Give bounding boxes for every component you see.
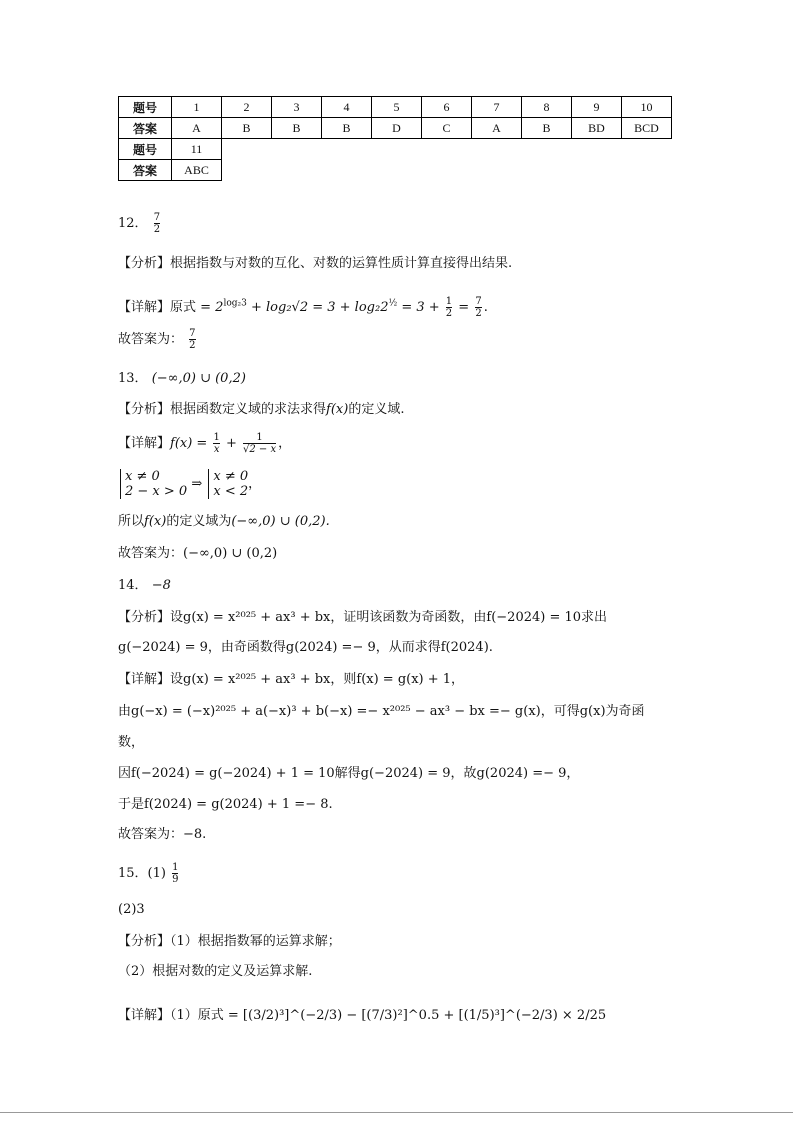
fraction-denominator: 2 <box>189 340 196 351</box>
punctuation: ， <box>248 476 262 492</box>
table-header-cell: 答案 <box>119 160 172 181</box>
q12-analysis: 【分析】根据指数与对数的互化、对数的运算性质计算直接得出结果. <box>118 256 513 271</box>
q15-number: 15．(1) <box>118 866 166 881</box>
fraction-denominator: 2 <box>475 308 482 319</box>
table-cell: 3 <box>272 97 322 118</box>
inequality: x ≠ 0 <box>213 469 249 484</box>
table-cell: D <box>372 118 422 139</box>
table-cell: 9 <box>572 97 622 118</box>
q14-detail-line: 于是f(2024) = g(2024) + 1 =− 8. <box>118 797 333 812</box>
fraction-numerator: 1 <box>445 296 453 307</box>
fraction <box>446 296 452 319</box>
q14-number: 14． <box>118 578 148 593</box>
q13-analysis <box>118 398 404 417</box>
fraction-denominator: √2 − x <box>243 444 277 455</box>
q14-analysis-line: 【分析】设g(x) = x²⁰²⁵ + ax³ + bx，证明该函数为奇函数，由f(−2024) = 10求出 <box>118 610 608 625</box>
table-row <box>119 139 672 160</box>
inequality: 2 − x > 0 <box>125 484 188 499</box>
fraction-numerator: 1 <box>213 432 220 443</box>
table-cell: 10 <box>622 97 672 118</box>
fraction-numerator: 1 <box>256 432 263 443</box>
q12-answer-fraction <box>154 212 160 235</box>
table-cell: C <box>422 118 472 139</box>
q14-detail-line: 数， <box>118 735 145 750</box>
math-text: = 2 <box>200 300 224 315</box>
implies-symbol: ⇒ <box>191 476 203 492</box>
fraction <box>475 296 481 319</box>
table-cell: ABC <box>172 160 222 181</box>
table-cell: 4 <box>322 97 372 118</box>
q12-detail: 【详解】原式 = $2^{log_23} + \log_2√2 = 3 + \log_22^{\frac{1}{2}} = 3$ + $\frac{1}{2}$ = $\frac{7}{2}$ . <box>118 296 488 319</box>
table-row <box>119 118 672 139</box>
table-cell: 7 <box>472 97 522 118</box>
q14-answer-line <box>118 574 171 593</box>
fraction-numerator: 1 <box>172 862 179 873</box>
inequality: x ≠ 0 <box>125 469 160 484</box>
text: 所以 <box>118 514 145 529</box>
q14-detail-line: 因f(−2024) = g(−2024) + 1 = 10解得g(−2024) = 9，故g(2024) =− 9， <box>118 766 580 781</box>
table-header-cell: 题号 <box>119 97 172 118</box>
equation-system <box>208 469 248 499</box>
q13-system <box>118 469 261 499</box>
equation-system <box>120 469 187 499</box>
q13-conclusion <box>118 510 330 529</box>
answer-table <box>118 96 672 181</box>
fraction <box>189 328 195 351</box>
table-cell: BD <box>572 118 622 139</box>
q14-detail-line: 由g(−x) = (−x)²⁰²⁵ + a(−x)³ + b(−x) =− x²⁰²⁵ − ax³ − bx =− g(x)，可得g(x)为奇函 <box>118 704 645 719</box>
analysis-text: 的定义域. <box>348 402 405 417</box>
table-header-cell: 题号 <box>119 139 172 160</box>
math-text: f(x) = <box>170 436 212 451</box>
fraction-denominator: 9 <box>172 874 179 885</box>
q13-final: 故答案为：(−∞,0) ∪ (0,2) <box>118 546 278 561</box>
fraction <box>243 432 276 455</box>
table-cell: A <box>472 118 522 139</box>
math-text: = <box>454 300 474 315</box>
fraction-denominator: x <box>213 444 220 455</box>
q14-detail-line: 【详解】设g(x) = x²⁰²⁵ + ax³ + bx，则f(x) = g(x) + 1， <box>118 672 465 687</box>
q15-analysis-line: 【分析】（1）根据指数幂的运算求解； <box>118 934 341 949</box>
punctuation: ， <box>278 436 292 451</box>
table-cell: 5 <box>372 97 422 118</box>
fraction-numerator: 7 <box>153 212 161 223</box>
table-cell: 6 <box>422 97 472 118</box>
math-text: + log₂√2 = 3 + log₂2 <box>246 300 389 315</box>
math-text: f(x) <box>144 514 167 529</box>
table-row <box>119 97 672 118</box>
fraction-denominator: 2 <box>445 308 453 319</box>
q12-answer-line <box>118 212 162 235</box>
page-bottom-rule <box>0 1112 793 1113</box>
final-label: 故答案为： <box>118 332 184 347</box>
q13-detail: 【详解】f(x) = $\frac{1}{x}$ + $\frac{1}{√2 - x}$ ， <box>118 432 292 455</box>
table-cell: 8 <box>522 97 572 118</box>
q15-detail-line: 【详解】（1）原式 = [(3/2)³]^(−2/3) − [(7/3)²]^0.5 + [(1/5)³]^(−2/3) × 2/25 <box>118 1008 607 1023</box>
table-cell: 11 <box>172 139 222 160</box>
table-cell: B <box>322 118 372 139</box>
math-text: (−∞,0) ∪ (0,2). <box>231 514 330 529</box>
detail-label: 【详解】 <box>118 436 171 451</box>
fraction-numerator: 7 <box>189 328 196 339</box>
table-cell: B <box>522 118 572 139</box>
q13-number: 13． <box>118 371 148 386</box>
q14-answer: −8 <box>151 578 171 593</box>
math-exponent: log₂3 <box>223 298 247 309</box>
q14-final: 故答案为：−8. <box>118 827 207 842</box>
table-cell: A <box>172 118 222 139</box>
table-header-cell: 答案 <box>119 118 172 139</box>
table-row <box>119 160 672 181</box>
detail-label: 【详解】原式 <box>118 300 197 315</box>
table-cell: 1 <box>172 97 222 118</box>
fraction-numerator: 7 <box>475 296 482 307</box>
math-text: = 3 + <box>397 300 444 315</box>
q12-number: 12． <box>118 216 148 231</box>
analysis-text: 【分析】根据函数定义域的求法求得 <box>118 402 327 417</box>
table-cell: BCD <box>622 118 672 139</box>
q15-analysis-line: （2）根据对数的定义及运算求解. <box>118 964 313 979</box>
table-cell: B <box>222 118 272 139</box>
table-cell: 2 <box>222 97 272 118</box>
q13-answer: (−∞,0) ∪ (0,2) <box>151 371 246 386</box>
q13-answer-line <box>118 367 246 386</box>
table-cell: B <box>272 118 322 139</box>
fraction <box>172 862 178 885</box>
q15-answer-line <box>118 862 180 885</box>
math-exponent: ½ <box>388 298 398 309</box>
q15-answer-2: (2)3 <box>118 902 145 917</box>
fraction-denominator: 2 <box>153 224 161 235</box>
fraction <box>213 432 219 455</box>
q12-final <box>118 328 198 351</box>
q14-analysis-line: g(−2024) = 9，由奇函数得g(2024) =− 9，从而求得f(2024). <box>118 640 493 655</box>
text: 的定义域为 <box>166 514 232 529</box>
inequality: x < 2 <box>213 484 249 499</box>
math-text: f(x) <box>326 402 349 417</box>
